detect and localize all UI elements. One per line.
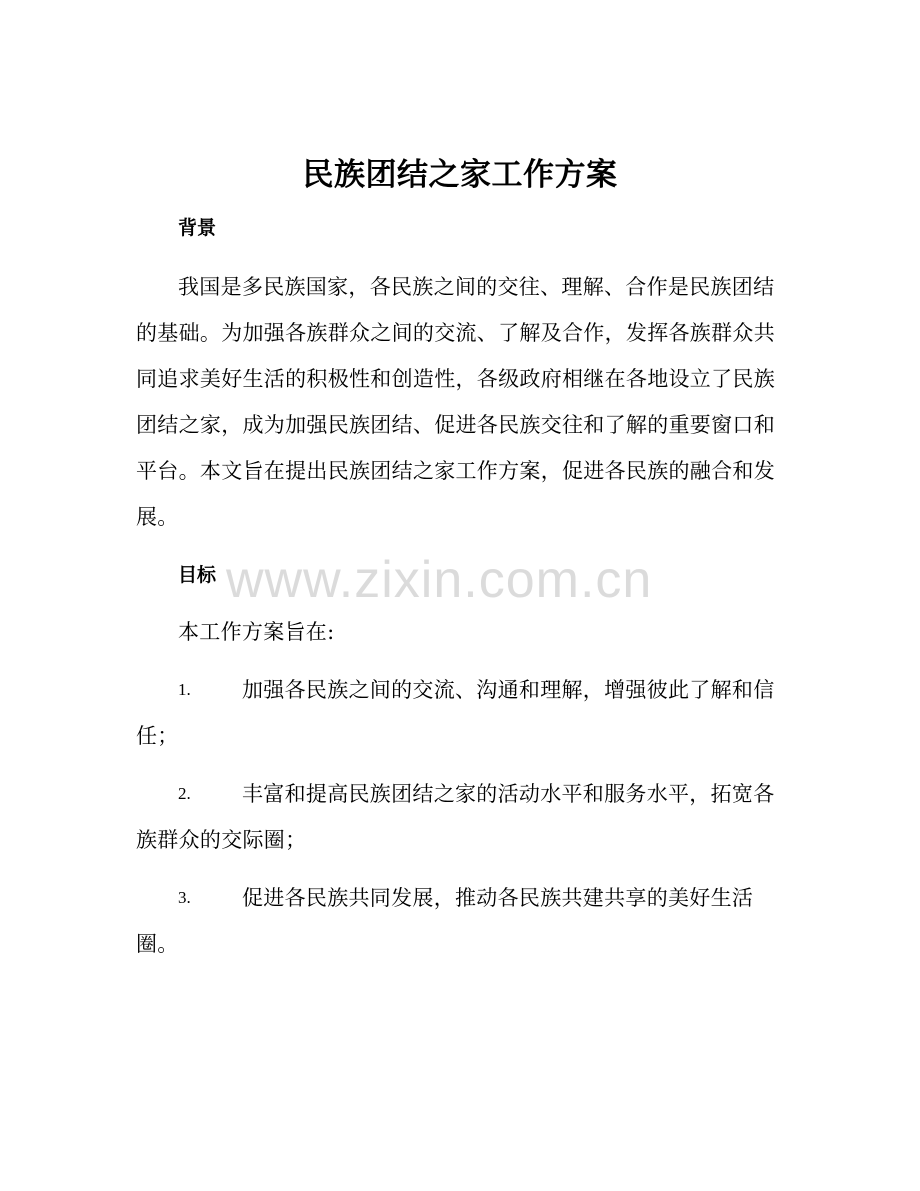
section-heading-background: 背景 <box>178 217 217 239</box>
goal-list-item <box>136 667 776 759</box>
list-item-text: 丰富和提高民族团结之家的活动水平和服务水平，拓宽各族群众的交际圈； <box>136 782 775 852</box>
background-paragraph: 我国是多民族国家，各民族之间的交往、理解、合作是民族团结的基础。为加强各族群众之间的交流、了解及合作，发挥各族群众共同追求美好生活的积极性和创造性，各级政府相继在各地设立了民族团结之家，成为加强民族团结、促进各民族交往和了解的重要窗口和平台。本文旨在提出民族团结之家工作方案，促进各民族的融合和发展。 <box>136 275 775 529</box>
list-item-text: 加强各民族之间的交流、沟通和理解，增强彼此了解和信任； <box>136 678 775 748</box>
list-number: 2. <box>178 784 191 803</box>
watermark-text: www.zixin.com.cn <box>226 551 653 609</box>
list-item-text: 促进各民族共同发展，推动各民族共建共享的美好生活圈。 <box>136 886 754 956</box>
section-heading-goals: 目标 <box>178 564 217 586</box>
list-number: 3. <box>178 888 191 907</box>
goal-list-item <box>136 771 776 863</box>
list-number: 1. <box>178 680 191 699</box>
document-title: 民族团结之家工作方案 <box>302 157 618 193</box>
goal-list-item <box>136 875 776 967</box>
goals-intro: 本工作方案旨在: <box>178 620 335 644</box>
